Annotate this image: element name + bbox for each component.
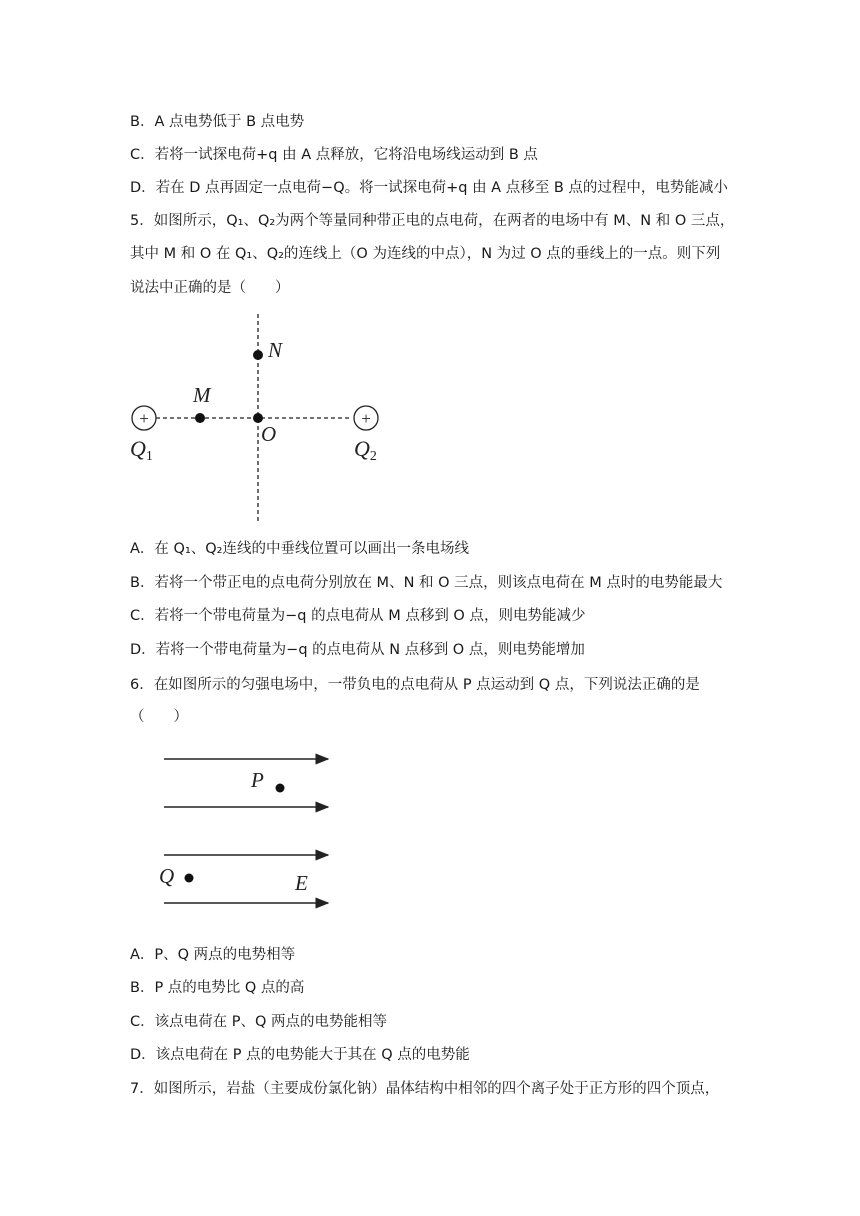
label-e: E bbox=[295, 871, 308, 895]
point-p bbox=[276, 784, 285, 793]
q6-option-a: A．P、Q 两点的电势相等 bbox=[130, 947, 296, 963]
q6-option-b: B．P 点的电势比 Q 点的高 bbox=[130, 980, 305, 996]
point-m bbox=[195, 413, 205, 423]
q5-stem-line-3: 说法中正确的是（ ） bbox=[130, 280, 290, 296]
q4-option-d: D．若在 D 点再固定一点电荷−Q。将一试探电荷+q 由 A 点移至 B 点的过程中，电势能减小 bbox=[130, 180, 728, 196]
q5-option-d: D．若将一个带电荷量为−q 的点电荷从 N 点移到 O 点，则电势能增加 bbox=[130, 642, 585, 658]
q5-option-b: B．若将一个带正电的点电荷分别放在 M、N 和 O 三点，则该点电荷在 M 点时的电势能最大 bbox=[130, 575, 723, 591]
q5-option-a: A．在 Q₁、Q₂连线的中垂线位置可以画出一条电场线 bbox=[130, 541, 469, 557]
q4-option-c: C．若将一试探电荷+q 由 A 点释放，它将沿电场线运动到 B 点 bbox=[130, 147, 538, 163]
label-o: O bbox=[261, 422, 277, 446]
label-q1: Q1 bbox=[130, 436, 153, 464]
label-m: M bbox=[193, 383, 211, 407]
q6-stem-line-1: 6．在如图所示的匀强电场中，一带负电的点电荷从 P 点运动到 Q 点，下列说法正确的是 bbox=[130, 677, 700, 693]
q1-plus: + bbox=[139, 409, 149, 428]
label-n: N bbox=[268, 338, 283, 362]
q6-option-c: C．该点电荷在 P、Q 两点的电势能相等 bbox=[130, 1014, 387, 1030]
label-p: P bbox=[251, 768, 264, 792]
label-q2: Q2 bbox=[354, 436, 377, 464]
q4-option-b: B．A 点电势低于 B 点电势 bbox=[130, 114, 305, 130]
q6-figure bbox=[150, 745, 350, 920]
q5-stem-line-2: 其中 M 和 O 在 Q₁、Q₂的连线上（O 为连线的中点），N 为过 O 点的垂线上的一点。则下列 bbox=[130, 246, 721, 262]
point-q bbox=[185, 874, 194, 883]
q6-option-d: D．该点电荷在 P 点的电势能大于其在 Q 点的电势能 bbox=[130, 1047, 470, 1063]
q5-figure bbox=[120, 310, 400, 530]
q6-stem-line-2: （ ） bbox=[130, 709, 188, 725]
q7-stem-line-1: 7．如图所示，岩盐（主要成份氯化钠）晶体结构中相邻的四个离子处于正方形的四个顶点， bbox=[130, 1081, 720, 1097]
q5-stem-line-1: 5．如图所示，Q₁、Q₂为两个等量同种带正电的点电荷，在两者的电场中有 M、N 和 O 三点， bbox=[130, 213, 735, 229]
q2-plus: + bbox=[361, 409, 371, 428]
point-n bbox=[253, 350, 263, 360]
q5-option-c: C．若将一个带电荷量为−q 的点电荷从 M 点移到 O 点，则电势能减少 bbox=[130, 608, 586, 624]
label-q: Q bbox=[159, 864, 175, 888]
